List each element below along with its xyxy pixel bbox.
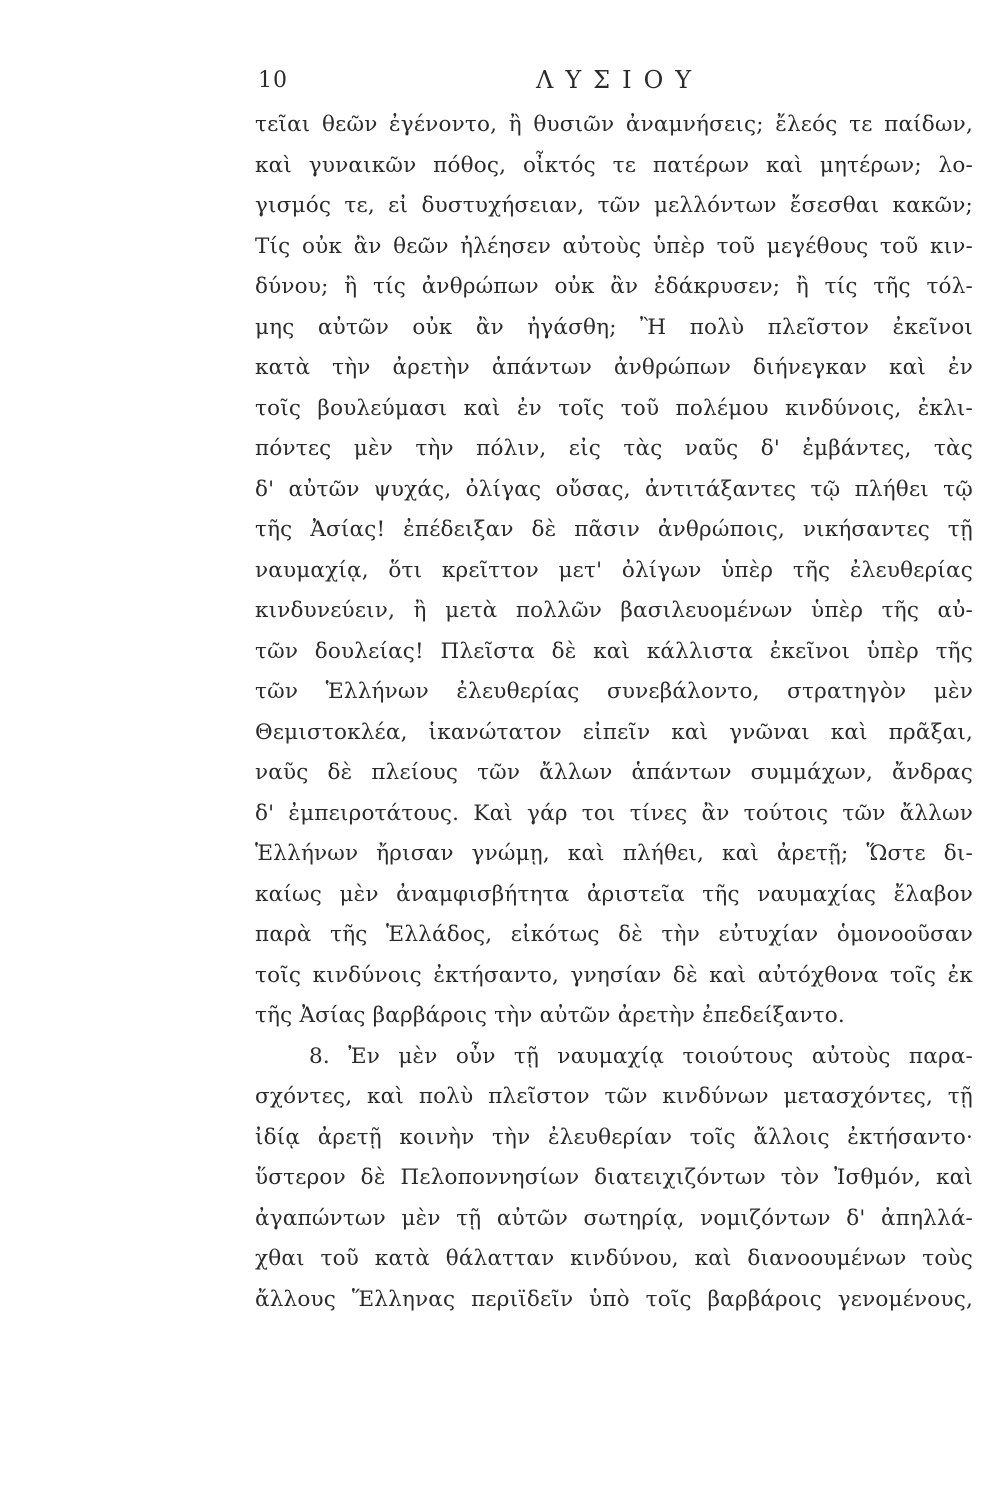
text-line: τοῖς κινδύνοις ἐκτήσαντο, γνησίαν δὲ καὶ αὐτόχθονα τοῖς ἐκ xyxy=(255,962,973,988)
page-number: 10 xyxy=(258,68,288,93)
text-line: γισμός τε, εἰ δυστυχήσειαν, τῶν μελλόντων ἔσεσθαι κακῶν; xyxy=(255,193,973,218)
text-line: τῆς Ἀσίας! ἐπέδειξαν δὲ πᾶσιν ἀνθρώποις, νικήσαντες τῇ xyxy=(255,517,973,542)
text-line: ἰδίᾳ ἀρετῇ κοινὴν τὴν ἐλευθερίαν τοῖς ἄλλοις ἐκτήσαντο· xyxy=(255,1124,973,1150)
page-header xyxy=(258,62,958,102)
text-line: Θεμιστοκλέα, ἱκανώτατον εἰπεῖν καὶ γνῶναι καὶ πρᾶξαι, xyxy=(255,719,973,745)
text-line: κατὰ τὴν ἀρετὴν ἁπάντων ἀνθρώπων διήνεγκαν καὶ ἐν xyxy=(255,355,973,380)
text-line: ναυμαχίᾳ, ὅτι κρεῖττον μετ' ὀλίγων ὑπὲρ τῆς ἐλευθερίας xyxy=(255,557,973,583)
text-line: δύνου; ἢ τίς ἀνθρώπων οὐκ ἂν ἐδάκρυσεν; ἢ τίς τῆς τόλ- xyxy=(255,274,973,299)
text-line: δ' αὐτῶν ψυχάς, ὀλίγας οὔσας, ἀντιτάξαντες τῷ πλήθει τῷ xyxy=(255,476,973,502)
text-line: πόντες μὲν τὴν πόλιν, εἰς τὰς ναῦς δ' ἐμβάντες, τὰς xyxy=(255,436,973,461)
text-line: Ἑλλήνων ἤρισαν γνώμῃ, καὶ πλήθει, καὶ ἀρετῇ; Ὥστε δι- xyxy=(255,841,973,866)
text-line: κινδυνεύειν, ἢ μετὰ πολλῶν βασιλευομένων ὑπὲρ τῆς αὐ- xyxy=(255,598,973,623)
text-line: καὶ γυναικῶν πόθος, οἶκτός τε πατέρων καὶ μητέρων; λο- xyxy=(255,152,973,178)
text-line: μης αὐτῶν οὐκ ἂν ἠγάσθη; Ἢ πολὺ πλεῖστον ἐκεῖνοι xyxy=(255,314,973,340)
text-line: παρὰ τῆς Ἑλλάδος, εἰκότως δὲ τὴν εὐτυχίαν ὁμονοοῦσαν xyxy=(255,922,973,947)
text-line: Τίς οὐκ ἂν θεῶν ἠλέησεν αὐτοὺς ὑπὲρ τοῦ μεγέθους τοῦ κιν- xyxy=(255,233,973,259)
text-line: ὕστερον δὲ Πελοποννησίων διατειχιζόντων τὸν Ἰσθμόν, καὶ xyxy=(255,1165,973,1190)
text-line: δ' ἐμπειροτάτους. Καὶ γάρ τοι τίνες ἂν τούτοις τῶν ἄλλων xyxy=(255,800,973,826)
text-line: τοῖς βουλεύμασι καὶ ἐν τοῖς τοῦ πολέμου κινδύνοις, ἐκλι- xyxy=(255,395,973,421)
text-line: χθαι τοῦ κατὰ θάλατταν κινδύνου, καὶ διανοουμένων τοὺς xyxy=(255,1246,973,1271)
running-head: ΛΥΣΙΟΥ xyxy=(536,66,704,94)
paragraph-end-line: τῆς Ἀσίας βαρβάροις τὴν αὐτῶν ἀρετὴν ἐπεδείξαντο. xyxy=(255,1003,845,1028)
text-line: ναῦς δὲ πλείους τῶν ἄλλων ἁπάντων συμμάχων, ἄνδρας xyxy=(255,760,973,785)
text-line: ἀγαπώντων μὲν τῇ αὐτῶν σωτηρίᾳ, νομιζόντων δ' ἀπηλλά- xyxy=(255,1205,973,1231)
text-line: καίως μὲν ἀναμφισβήτητα ἀριστεῖα τῆς ναυμαχίας ἔλαβον xyxy=(255,881,973,907)
text-line: ἄλλους Ἕλληνας περιϊδεῖν ὑπὸ τοῖς βαρβάροις γενομένους, xyxy=(255,1286,973,1312)
text-line: τεῖαι θεῶν ἐγένοντο, ἢ θυσιῶν ἀναμνήσεις; ἔλεός τε παίδων, xyxy=(255,112,973,137)
text-line: τῶν Ἑλλήνων ἐλευθερίας συνεβάλοντο, στρατηγὸν μὲν xyxy=(255,679,973,704)
section-8-start-line: 8. Ἐν μὲν οὖν τῇ ναυμαχίᾳ τοιούτους αὐτοὺς παρα- xyxy=(309,1043,973,1069)
body-text xyxy=(255,105,973,1320)
text-line: τῶν δουλείας! Πλεῖστα δὲ καὶ κάλλιστα ἐκεῖνοι ὑπὲρ τῆς xyxy=(255,638,973,664)
text-line: σχόντες, καὶ πολὺ πλεῖστον τῶν κινδύνων μετασχόντες, τῇ xyxy=(255,1084,973,1109)
